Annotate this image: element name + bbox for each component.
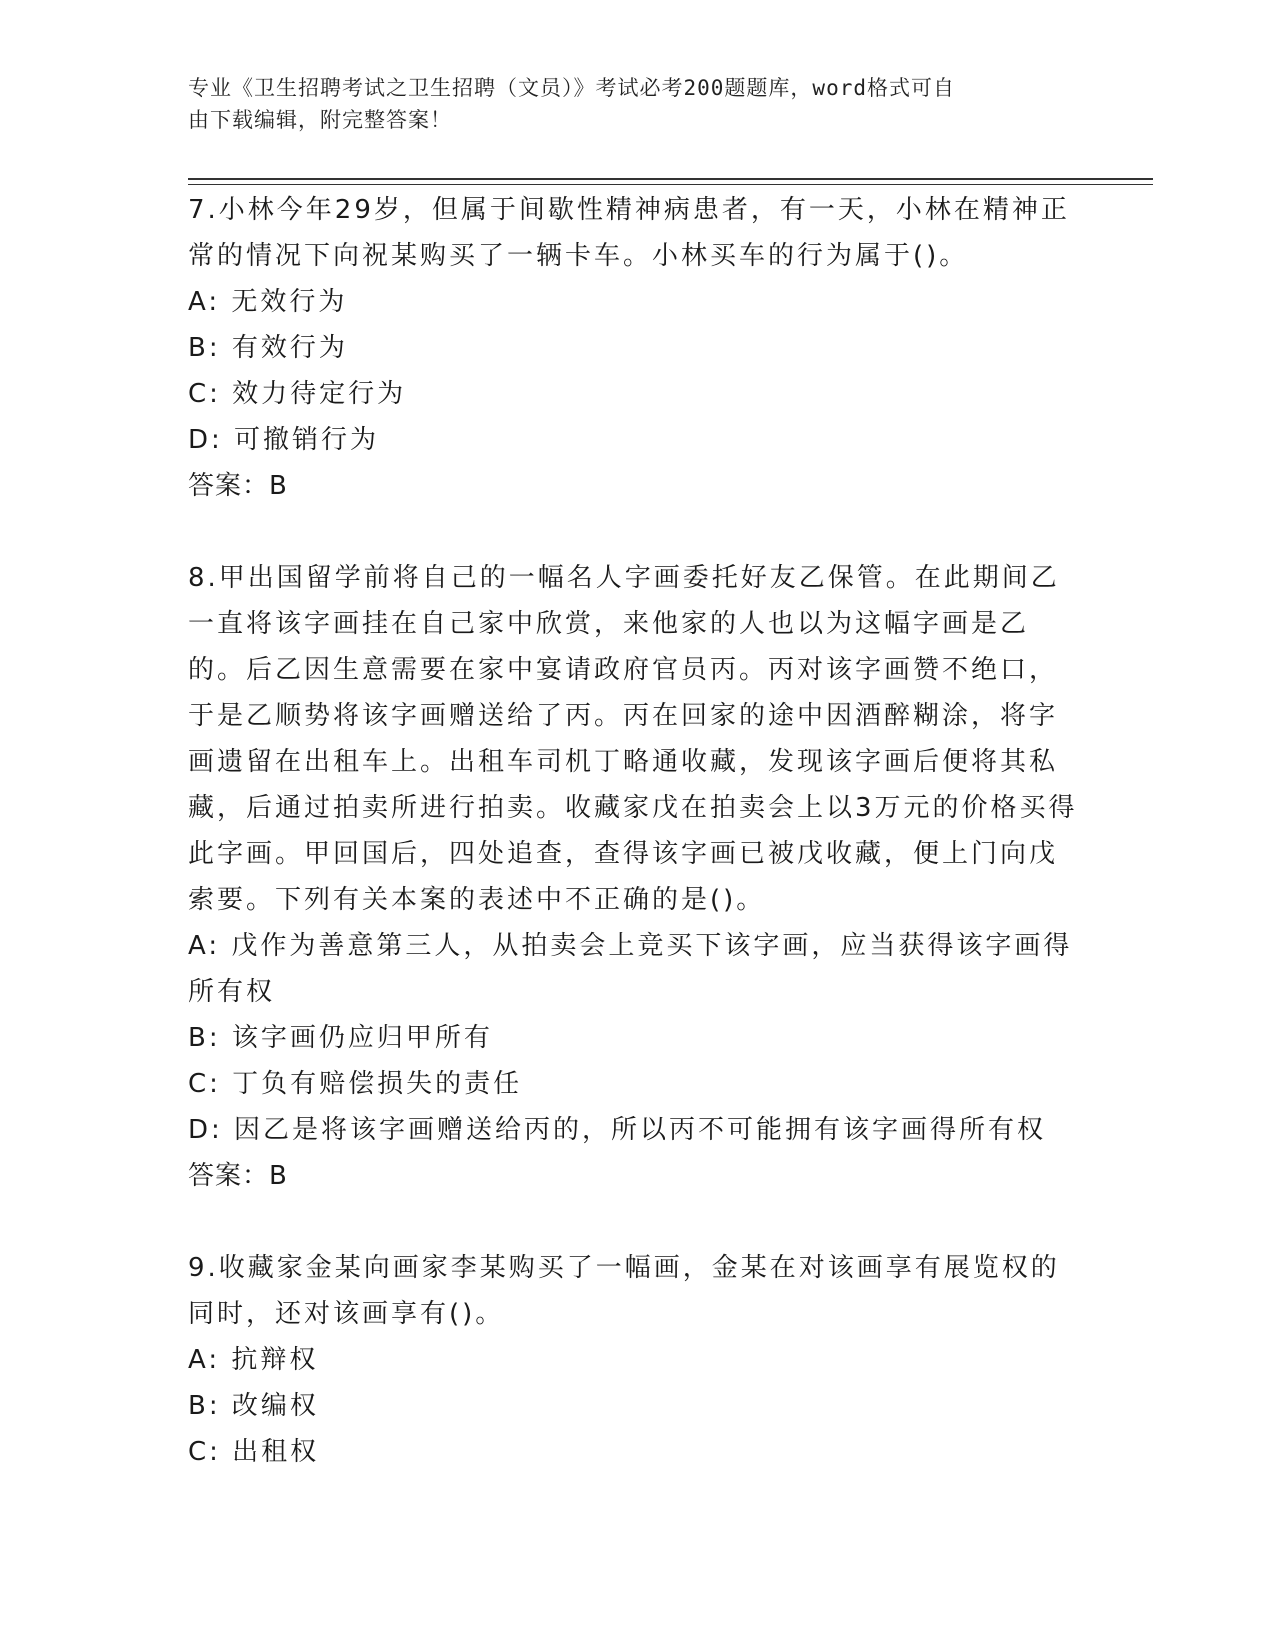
question-option: B: 改编权 bbox=[188, 1391, 319, 1421]
header-divider-thin bbox=[188, 184, 1153, 185]
header-line: 专业《卫生招聘考试之卫生招聘（文员）》考试必考200题题库，word格式可自 bbox=[188, 76, 955, 100]
question-item bbox=[188, 187, 1078, 509]
question-option: B: 有效行为 bbox=[188, 333, 348, 363]
question-option: A: 抗辩权 bbox=[188, 1345, 319, 1375]
question-option: D: 可撤销行为 bbox=[188, 425, 380, 455]
question-item bbox=[188, 555, 1078, 1199]
question-item bbox=[188, 1245, 1078, 1475]
question-stem: 7.小林今年29岁，但属于间歇性精神病患者，有一天，小林在精神正常的情况下向祝某购买了一辆卡车。小林买车的行为属于()。 bbox=[188, 195, 1070, 271]
header-line: 由下载编辑，附完整答案！ bbox=[188, 108, 452, 132]
question-option: C: 出租权 bbox=[188, 1437, 320, 1467]
question-answer: 答案：B bbox=[188, 1161, 288, 1191]
question-stem: 8.甲出国留学前将自己的一幅名人字画委托好友乙保管。在此期间乙一直将该字画挂在自己家中欣赏，来他家的人也以为这幅字画是乙的。后乙因生意需要在家中宴请政府官员丙。丙对该字画赞不绝口，于是乙顺势将该字画赠送给了丙。丙在回家的途中因酒醉糊涂，将字画遗留在出租车上。出租车司机丁略通收藏，发现该字画后便将其私藏，后通过拍卖所进行拍卖。收藏家戊在拍卖会上以3万元的价格买得此字画。甲回国后，四处追查，查得该字画已被戊收藏，便上门向戊索要。下列有关本案的表述中不正确的是()。 bbox=[188, 563, 1078, 915]
question-option: D: 因乙是将该字画赠送给丙的，所以丙不可能拥有该字画得所有权 bbox=[188, 1115, 1047, 1145]
question-option: A: 戊作为善意第三人，从拍卖会上竞买下该字画，应当获得该字画得所有权 bbox=[188, 931, 1073, 1007]
question-stem: 9.收藏家金某向画家李某购买了一幅画，金某在对该画享有展览权的同时，还对该画享有()。 bbox=[188, 1253, 1060, 1329]
header-divider-thick bbox=[188, 178, 1153, 180]
question-option: C: 丁负有赔偿损失的责任 bbox=[188, 1069, 523, 1099]
question-answer: 答案：B bbox=[188, 471, 288, 501]
question-list bbox=[188, 187, 1078, 1475]
question-option: C: 效力待定行为 bbox=[188, 379, 407, 409]
question-option: A: 无效行为 bbox=[188, 287, 348, 317]
document-header bbox=[188, 72, 1068, 136]
question-option: B: 该字画仍应归甲所有 bbox=[188, 1023, 493, 1053]
